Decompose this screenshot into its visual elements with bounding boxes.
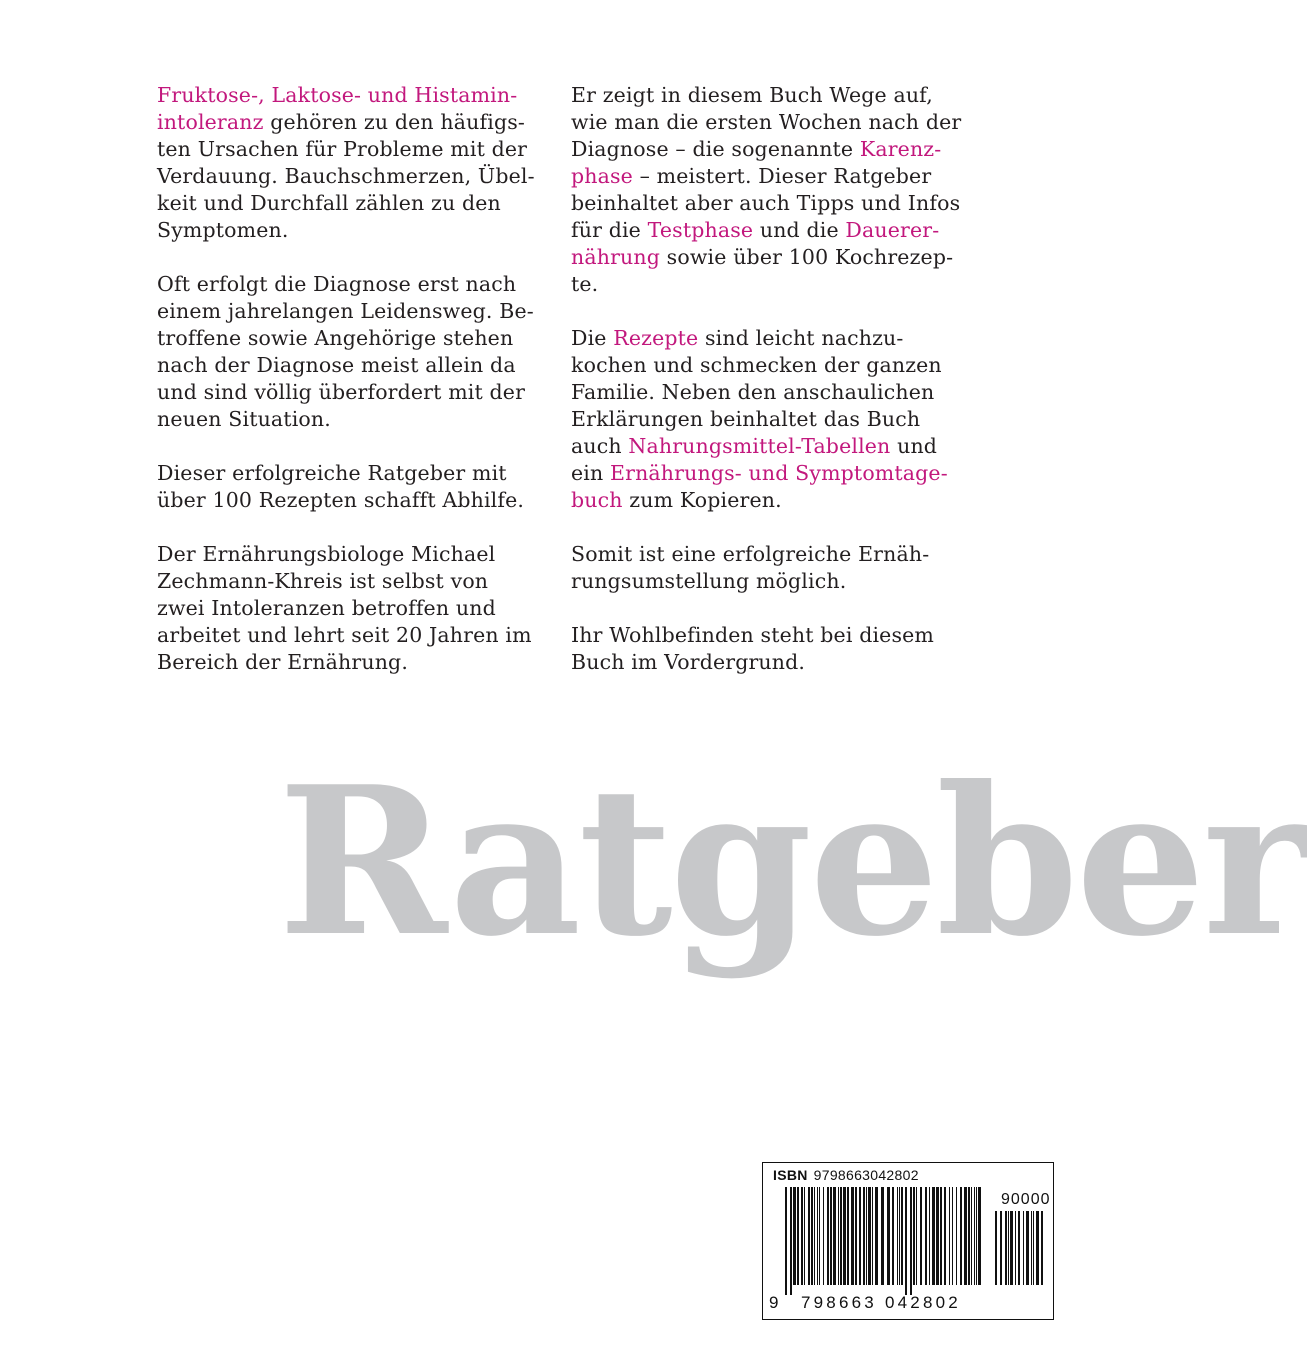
barcode-bar — [1000, 1211, 1002, 1285]
text-line — [157, 109, 525, 136]
barcode-bar — [936, 1187, 939, 1285]
barcode-bar — [1033, 1211, 1034, 1285]
paragraph-gap — [571, 298, 943, 325]
text-line — [157, 406, 517, 433]
highlighted-term: Rezepte — [613, 326, 699, 350]
ratgeber-watermark: Ratgeber — [278, 742, 1307, 982]
barcode-bar — [830, 1187, 832, 1285]
highlighted-term: Fruktose-, Laktose- und Histamin- — [157, 83, 518, 107]
text-line — [157, 352, 517, 379]
barcode-bar — [847, 1187, 849, 1285]
barcode-bar — [964, 1187, 967, 1285]
highlighted-term: Dauerer- — [845, 218, 940, 242]
barcode-bar — [817, 1187, 818, 1285]
highlighted-term: nährung — [571, 245, 661, 269]
text-line — [571, 622, 943, 649]
text-segment: arbeitet und lehrt seit 20 Jahren im — [157, 623, 532, 647]
text-line — [157, 298, 534, 325]
text-segment: Bereich der Ernährung. — [157, 650, 408, 674]
text-segment: beinhaltet aber auch Tipps und Infos — [571, 191, 961, 215]
barcode-bar — [952, 1187, 953, 1285]
text-line — [157, 622, 532, 649]
text-segment: troffene sowie Angehörige stehen — [157, 326, 514, 350]
highlighted-term: Ernährungs- und Symptomtage- — [610, 461, 948, 485]
barcode-bar — [1015, 1211, 1016, 1285]
text-segment: nach der Diagnose meist allein da — [157, 353, 516, 377]
text-segment: neuen Situation. — [157, 407, 331, 431]
barcode-bar — [881, 1187, 884, 1285]
text-line — [157, 379, 526, 406]
highlighted-term: phase — [571, 164, 633, 188]
ean13-bars — [785, 1187, 981, 1295]
barcode-bar — [905, 1187, 907, 1295]
barcode-bar — [843, 1187, 846, 1285]
barcode-bar — [868, 1187, 871, 1285]
barcode-bar — [1031, 1211, 1032, 1285]
barcode-bar — [976, 1187, 977, 1285]
text-line — [157, 163, 535, 190]
barcode-bar — [925, 1187, 927, 1285]
text-segment: gehören zu den häufigs- — [263, 110, 525, 134]
highlighted-term: Karenz- — [859, 137, 942, 161]
text-segment: Verdauung. Bauchschmerzen, Übel- — [157, 164, 535, 188]
barcode-bar — [1010, 1211, 1013, 1285]
text-segment: sind leicht nachzu- — [698, 326, 904, 350]
text-line — [157, 325, 517, 352]
text-segment: Somit ist eine erfolgreiche Ernäh- — [571, 542, 930, 566]
text-line — [157, 217, 517, 244]
isbn-barcode — [762, 1162, 1054, 1320]
paragraph-gap — [571, 595, 943, 622]
text-line — [571, 217, 943, 244]
barcode-bar — [790, 1187, 792, 1295]
barcode-bar — [797, 1187, 799, 1285]
barcode-bar — [897, 1187, 898, 1285]
highlighted-term: buch — [571, 488, 623, 512]
isbn-label: ISBN 9798663042802 — [773, 1167, 919, 1183]
barcode-bar — [1041, 1211, 1043, 1285]
text-line — [571, 136, 943, 163]
text-segment: kochen und schmecken der ganzen — [571, 353, 942, 377]
barcode-digits-right: 042802 — [885, 1293, 961, 1312]
text-line — [571, 352, 943, 379]
text-line — [571, 649, 943, 676]
text-segment: ein — [571, 461, 611, 485]
barcode-bar — [1018, 1211, 1020, 1285]
text-segment: te. — [571, 272, 599, 296]
barcode-bar — [910, 1187, 912, 1295]
barcode-bar — [968, 1187, 970, 1285]
text-line — [157, 82, 517, 109]
barcode-bar — [1005, 1211, 1007, 1285]
text-segment: auch — [571, 434, 629, 458]
barcode-bar — [995, 1211, 997, 1285]
text-segment: – meistert. Dieser Ratgeber — [632, 164, 932, 188]
barcode-bar — [892, 1187, 894, 1285]
text-line — [157, 595, 517, 622]
text-segment: Dieser erfolgreiche Ratgeber mit — [157, 461, 507, 485]
barcode-bar — [929, 1187, 930, 1285]
barcode-bar — [1036, 1211, 1039, 1285]
text-line — [571, 460, 948, 487]
paragraph-gap — [157, 433, 517, 460]
barcode-bar — [827, 1187, 829, 1285]
text-line — [571, 433, 943, 460]
barcode-bar — [811, 1187, 813, 1285]
barcode-bar — [855, 1187, 857, 1285]
barcode-bar — [875, 1187, 878, 1285]
text-segment: Oft erfolgt die Diagnose erst nach — [157, 272, 517, 296]
text-line — [571, 163, 943, 190]
text-segment: und — [890, 434, 938, 458]
text-line — [157, 460, 517, 487]
barcode-bar — [913, 1187, 915, 1285]
barcode-bar — [932, 1187, 935, 1285]
text-segment: Ihr Wohlbefinden steht bei diesem — [571, 623, 934, 647]
barcode-bar — [859, 1187, 861, 1285]
paragraph-gap — [157, 514, 517, 541]
text-line — [157, 190, 517, 217]
text-line — [571, 109, 962, 136]
barcode-bar — [974, 1187, 975, 1285]
text-segment: sowie über 100 Kochrezep- — [660, 245, 954, 269]
right-text-column — [571, 82, 962, 676]
text-line — [571, 406, 943, 433]
paragraph-gap — [157, 244, 517, 271]
text-segment: Erklärungen beinhaltet das Buch — [571, 407, 921, 431]
text-segment: keit und Durchfall zählen zu den — [157, 191, 501, 215]
barcode-bar — [872, 1187, 873, 1285]
barcode-bar — [899, 1187, 900, 1285]
barcode-bar — [785, 1187, 787, 1295]
text-segment: Familie. Neben den anschaulichen — [571, 380, 935, 404]
text-segment: Die — [571, 326, 614, 350]
text-segment: wie man die ersten Wochen nach der — [571, 110, 962, 134]
text-segment: und sind völlig überfordert mit der — [157, 380, 526, 404]
text-line — [571, 487, 943, 514]
text-line — [571, 82, 943, 109]
barcode-bar — [944, 1187, 946, 1285]
text-line — [157, 271, 517, 298]
barcode-bar — [833, 1187, 836, 1285]
barcode-bar — [804, 1187, 805, 1285]
barcode-bar — [971, 1187, 972, 1285]
paragraph-gap — [571, 514, 943, 541]
text-line — [157, 568, 517, 595]
barcode-bar — [840, 1187, 842, 1285]
barcode-digits-left: 798663 — [801, 1293, 877, 1312]
left-text-column — [157, 82, 535, 676]
barcode-bar — [949, 1187, 950, 1285]
barcode-bar — [793, 1187, 796, 1285]
text-segment: Er zeigt in diesem Buch Wege auf, — [571, 83, 933, 107]
barcode-bar — [808, 1187, 810, 1285]
barcode-bar — [956, 1187, 957, 1285]
barcode-bar — [887, 1187, 890, 1285]
text-segment: und die — [753, 218, 846, 242]
barcode-bar — [901, 1187, 903, 1285]
price-code: 90000 — [1001, 1191, 1051, 1208]
highlighted-term: Testphase — [647, 218, 754, 242]
text-line — [571, 190, 961, 217]
barcode-digit-first: 9 — [769, 1293, 779, 1312]
barcode-bar — [838, 1187, 839, 1285]
text-segment: Der Ernährungsbiologe Michael — [157, 542, 496, 566]
text-segment: zwei Intoleranzen betroffen und — [157, 596, 496, 620]
barcode-bar — [1026, 1211, 1029, 1285]
text-line — [157, 541, 517, 568]
barcode-bar — [851, 1187, 854, 1285]
text-segment: ten Ursachen für Probleme mit der — [157, 137, 528, 161]
barcode-bar — [863, 1187, 865, 1285]
text-line — [571, 379, 943, 406]
text-line — [571, 325, 943, 352]
barcode-bar — [801, 1187, 803, 1285]
barcode-bar — [920, 1187, 922, 1285]
barcode-bar — [819, 1187, 820, 1285]
highlighted-term: intoleranz — [157, 110, 264, 134]
barcode-bar — [1023, 1211, 1024, 1285]
barcode-bar — [940, 1187, 942, 1285]
text-segment: über 100 Rezepten schafft Abhilfe. — [157, 488, 525, 512]
barcode-bar — [916, 1187, 917, 1285]
text-segment: für die — [571, 218, 648, 242]
barcode-bar — [1008, 1211, 1009, 1285]
text-line — [157, 136, 528, 163]
highlighted-term: Nahrungsmittel-Tabellen — [628, 434, 891, 458]
text-line — [571, 568, 943, 595]
text-segment: zum Kopieren. — [622, 488, 782, 512]
text-segment: einem jahrelangen Leidensweg. Be- — [157, 299, 534, 323]
barcode-bar — [814, 1187, 815, 1285]
text-line — [571, 244, 954, 271]
barcode-bar — [823, 1187, 824, 1285]
text-segment: Diagnose – die sogenannte — [571, 137, 860, 161]
text-line — [157, 487, 525, 514]
text-line — [157, 649, 517, 676]
addon-bars — [995, 1211, 1045, 1295]
text-segment: Buch im Vordergrund. — [571, 650, 806, 674]
text-line — [571, 271, 943, 298]
barcode-bar — [866, 1187, 867, 1285]
text-line — [571, 541, 943, 568]
text-segment: Symptomen. — [157, 218, 289, 242]
barcode-bar — [978, 1187, 981, 1285]
text-segment: Zechmann-Khreis ist selbst von — [157, 569, 489, 593]
barcode-bar — [960, 1187, 962, 1285]
text-segment: rungsumstellung möglich. — [571, 569, 847, 593]
isbn-number: 9798663042802 — [813, 1167, 919, 1183]
